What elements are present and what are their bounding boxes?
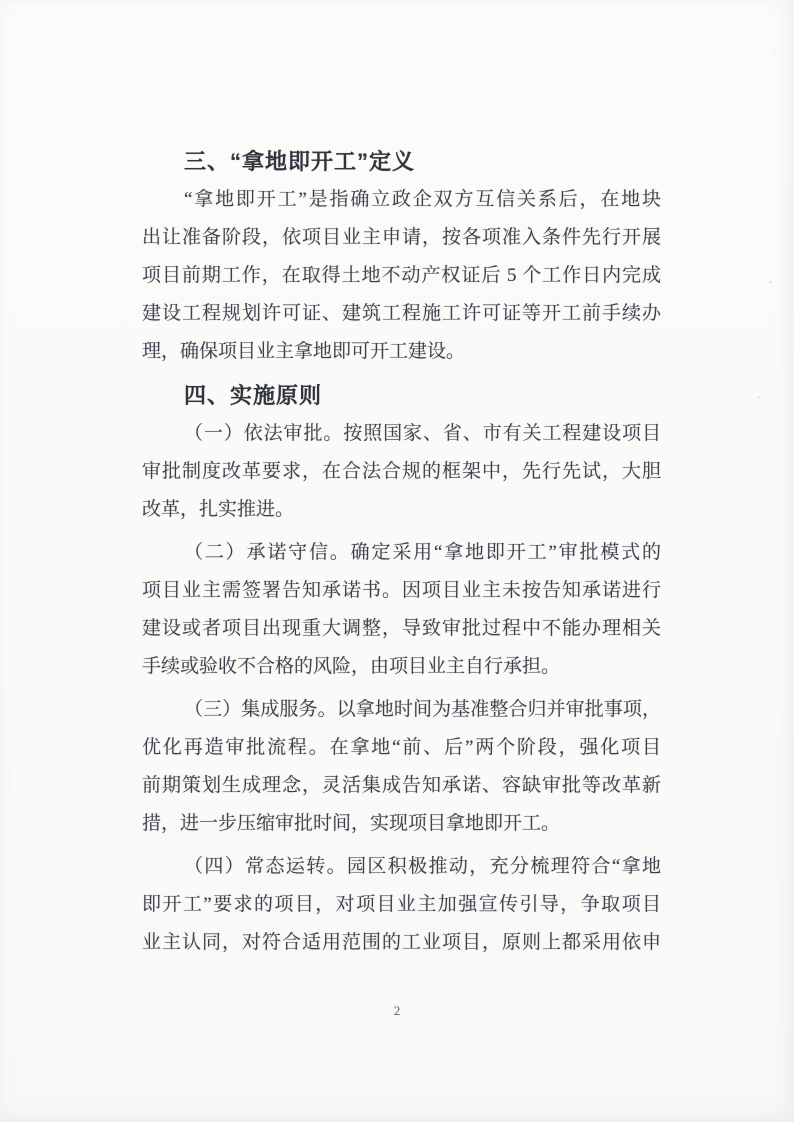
text-line: 即开工”要求的项目，对项目业主加强宣传引导，争取项目	[142, 894, 661, 915]
text-line: 改革，扎实推进。	[142, 499, 295, 520]
text-line: 项目前期工作，在取得土地不动产权证后 5 个工作日内完成	[142, 265, 661, 286]
text-line: 措，进一步压缩审批时间，实现项目拿地即开工。	[142, 813, 561, 834]
text-line: “拿地即开工”是指确立政企双方互信关系后，在地块	[184, 189, 661, 210]
scan-speck	[769, 281, 772, 283]
text-line: 建设工程规划许可证、建筑工程施工许可证等开工前手续办	[142, 303, 661, 324]
paragraph-principle-4	[142, 848, 661, 962]
paragraph-definition	[142, 181, 661, 371]
text-line: 建设或者项目出现重大调整，导致审批过程中不能办理相关	[142, 618, 661, 639]
text-line: （二）承诺守信。确定采用“拿地即开工”审批模式的	[184, 542, 661, 563]
text-line: 项目业主需签署告知承诺书。因项目业主未按告知承诺进行	[142, 580, 661, 601]
text-line: 审批制度改革要求，在合法合规的框架中，先行先试，大胆	[142, 461, 661, 482]
text-line: 优化再造审批流程。在拿地“前、后”两个阶段，强化项目	[142, 737, 661, 758]
scan-speck	[772, 52, 774, 54]
paragraph-principle-3	[142, 691, 661, 843]
section-heading-definition: 三、“拿地即开工”定义	[184, 149, 416, 174]
page-number: 2	[393, 1003, 401, 1018]
paragraph-principle-1	[142, 415, 661, 529]
text-line: 手续或验收不合格的风险，由项目业主自行承担。	[142, 656, 561, 677]
text-line: 前期策划生成理念，灵活集成告知承诺、容缺审批等改革新	[142, 775, 661, 796]
section-heading-principles: 四、实施原则	[184, 383, 323, 408]
scan-speck	[757, 396, 760, 399]
text-line: 理，确保项目业主拿地即可开工建设。	[142, 341, 466, 362]
text-line: （三）集成服务。以拿地时间为基准整合归并审批事项，	[184, 699, 661, 720]
document-body	[142, 143, 661, 962]
text-line: 出让准备阶段，依项目业主申请，按各项准入条件先行开展	[142, 227, 661, 248]
text-line: （四）常态运转。园区积极推动，充分梳理符合“拿地	[184, 856, 661, 877]
paragraph-principle-2	[142, 534, 661, 686]
text-line: （一）依法审批。按照国家、省、市有关工程建设项目	[184, 423, 661, 444]
text-line: 业主认同，对符合适用范围的工业项目，原则上都采用依申	[142, 932, 661, 953]
